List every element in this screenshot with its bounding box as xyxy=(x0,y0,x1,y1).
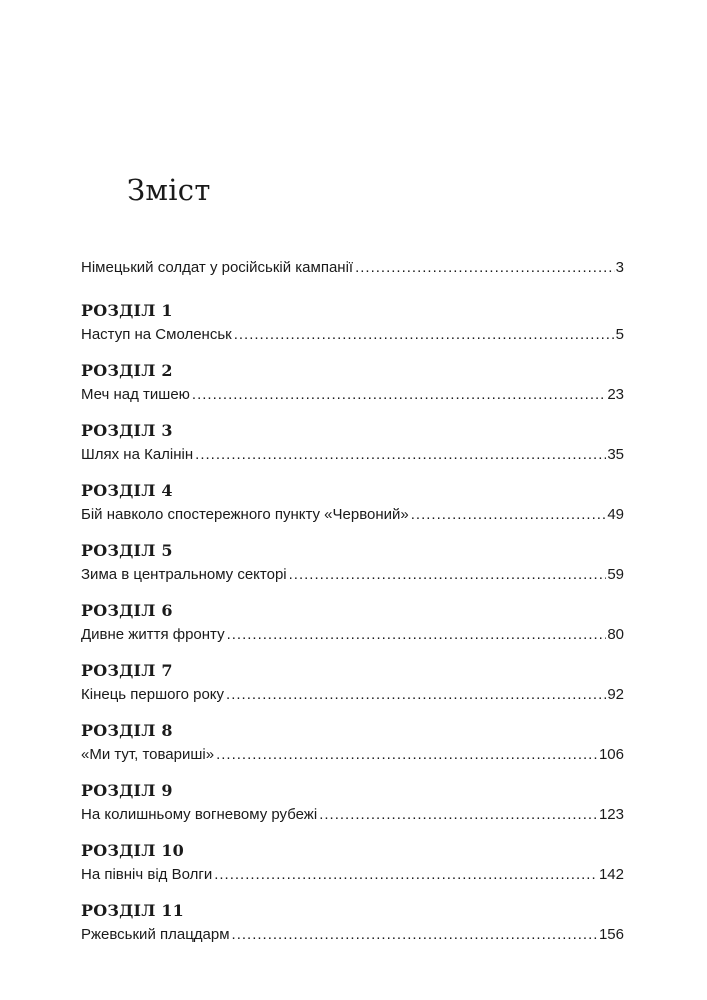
chapter-heading: РОЗДІЛ 3 xyxy=(81,421,173,440)
table-of-contents xyxy=(81,258,624,961)
toc-entry-page: 92 xyxy=(607,686,624,703)
toc-entry[interactable] xyxy=(81,865,624,885)
chapter-heading: РОЗДІЛ 6 xyxy=(81,601,173,620)
dot-leader xyxy=(227,625,607,645)
chapter-heading: РОЗДІЛ 10 xyxy=(81,841,185,860)
chapter-heading: РОЗДІЛ 4 xyxy=(81,481,173,500)
toc-entry-page: 49 xyxy=(607,506,624,523)
toc-entry[interactable] xyxy=(81,745,624,765)
dot-leader xyxy=(355,258,615,278)
toc-entry-title: Бій навколо спостережного пункту «Червоний» xyxy=(81,506,409,523)
toc-chapter-5 xyxy=(81,541,624,585)
page-title: Зміст xyxy=(127,173,211,207)
toc-entry-page: 80 xyxy=(607,626,624,643)
chapter-heading: РОЗДІЛ 11 xyxy=(81,901,185,920)
dot-leader xyxy=(214,865,598,885)
toc-entry-page: 5 xyxy=(615,326,624,343)
toc-chapter-11 xyxy=(81,901,624,945)
toc-entry-title: Ржевський плацдарм xyxy=(81,926,230,943)
toc-entry-page: 142 xyxy=(598,866,624,883)
dot-leader xyxy=(226,685,606,705)
toc-entry[interactable] xyxy=(81,685,624,705)
toc-chapter-6 xyxy=(81,601,624,645)
chapter-heading: РОЗДІЛ 5 xyxy=(81,541,173,560)
toc-entry-title: «Ми тут, товариші» xyxy=(81,746,215,763)
toc-entry-title: На північ від Волги xyxy=(81,866,213,883)
dot-leader xyxy=(216,745,598,765)
toc-entry[interactable] xyxy=(81,325,624,345)
toc-entry[interactable] xyxy=(81,445,624,465)
toc-entry-page: 35 xyxy=(607,446,624,463)
toc-entry-page: 3 xyxy=(615,259,624,276)
toc-entry-title: Наступ на Смоленськ xyxy=(81,326,232,343)
toc-entry-title: Дивне життя фронту xyxy=(81,626,225,643)
chapter-heading: РОЗДІЛ 7 xyxy=(81,661,173,680)
chapter-heading: РОЗДІЛ 9 xyxy=(81,781,173,800)
dot-leader xyxy=(289,565,607,585)
toc-entry-page: 59 xyxy=(607,566,624,583)
toc-entry[interactable] xyxy=(81,625,624,645)
toc-entry-title: Зима в центральному секторі xyxy=(81,566,287,583)
toc-chapter-8 xyxy=(81,721,624,765)
dot-leader xyxy=(192,385,606,405)
dot-leader xyxy=(411,505,607,525)
chapter-heading: РОЗДІЛ 1 xyxy=(81,301,173,320)
dot-leader xyxy=(195,445,606,465)
toc-entry[interactable] xyxy=(81,565,624,585)
toc-entry-title: Меч над тишею xyxy=(81,386,190,403)
chapter-heading: РОЗДІЛ 8 xyxy=(81,721,173,740)
toc-entry-title: Шлях на Калінін xyxy=(81,446,194,463)
toc-chapter-10 xyxy=(81,841,624,885)
toc-chapter-3 xyxy=(81,421,624,465)
toc-entry-page: 156 xyxy=(598,926,624,943)
toc-chapter-1 xyxy=(81,301,624,345)
dot-leader xyxy=(319,805,598,825)
toc-entry[interactable] xyxy=(81,505,624,525)
chapter-heading: РОЗДІЛ 2 xyxy=(81,361,173,380)
toc-entry-page: 23 xyxy=(607,386,624,403)
toc-entry[interactable] xyxy=(81,805,624,825)
dot-leader xyxy=(234,325,615,345)
toc-chapter-2 xyxy=(81,361,624,405)
toc-entry-intro[interactable] xyxy=(81,258,624,278)
toc-chapter-7 xyxy=(81,661,624,705)
toc-entry-title: Кінець першого року xyxy=(81,686,225,703)
toc-entry-page: 123 xyxy=(598,806,624,823)
toc-entry-title: Німецький солдат у російській кампанії xyxy=(81,259,354,276)
toc-entry[interactable] xyxy=(81,925,624,945)
toc-entry-title: На колишньому вогневому рубежі xyxy=(81,806,318,823)
toc-entry-page: 106 xyxy=(598,746,624,763)
toc-chapter-9 xyxy=(81,781,624,825)
toc-chapter-4 xyxy=(81,481,624,525)
toc-entry[interactable] xyxy=(81,385,624,405)
dot-leader xyxy=(232,925,598,945)
